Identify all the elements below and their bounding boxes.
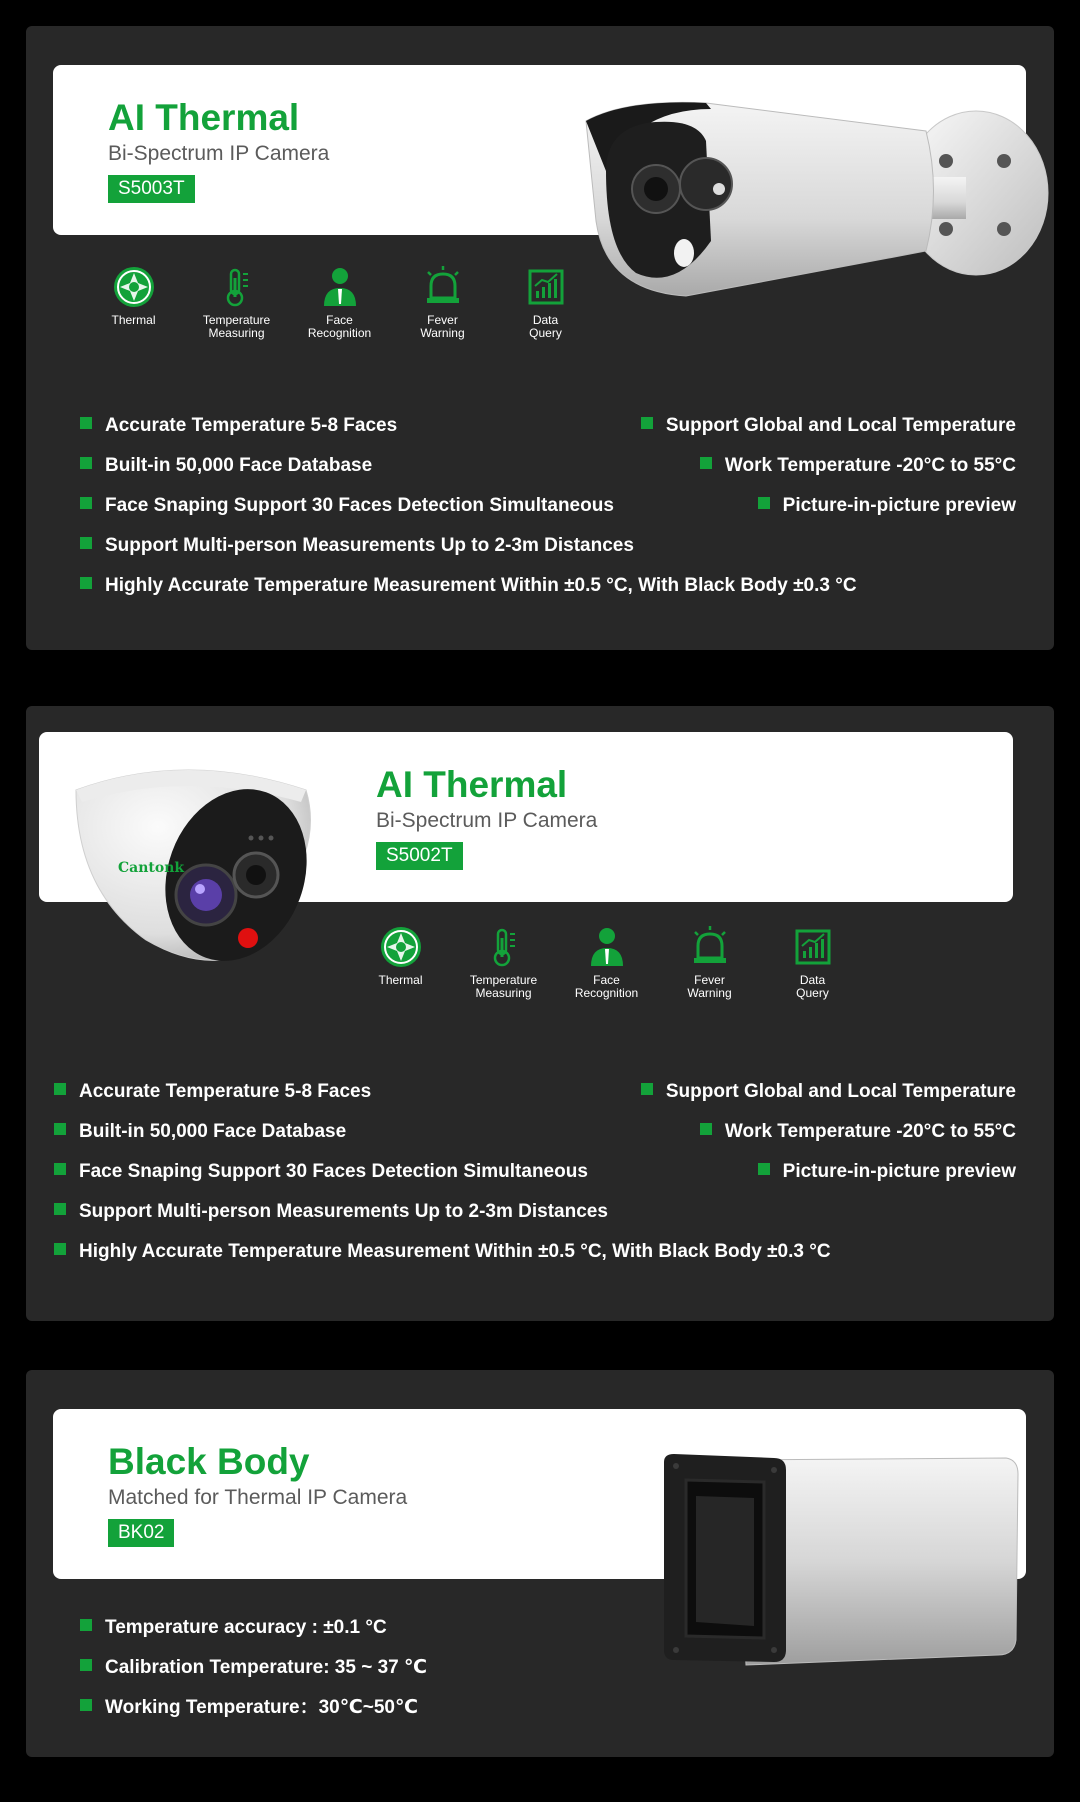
- bullet-square-icon: [54, 1203, 66, 1215]
- icon-item-fever: [391, 264, 494, 340]
- bullet-square-icon: [80, 537, 92, 549]
- feature-item: Work Temperature -20°C to 55°C: [700, 1121, 1016, 1143]
- thermometer-icon: [214, 264, 260, 310]
- bullet-square-icon: [54, 1083, 66, 1095]
- feature-item: Temperature accuracy : ±0.1 °C: [80, 1617, 387, 1639]
- product-title: AI Thermal: [108, 97, 300, 138]
- icon-item-fever: [658, 924, 761, 1000]
- bullet-square-icon: [80, 1699, 92, 1711]
- feature-item: Support Multi-person Measurements Up to 2-3m Distances: [54, 1201, 608, 1223]
- feature-item: Picture-in-picture preview: [758, 495, 1016, 517]
- icon-label: Face Recognition: [574, 973, 639, 1000]
- feature-item: Working Temperature：30℃~50℃: [80, 1697, 418, 1719]
- bullet-square-icon: [54, 1123, 66, 1135]
- product-panel-bk02: [26, 1370, 1054, 1757]
- bullet-square-icon: [54, 1163, 66, 1175]
- icon-label: Data Query: [796, 973, 829, 1000]
- icon-item-thermal: [349, 924, 452, 1000]
- bullet-square-icon: [700, 457, 712, 469]
- chart-icon: [523, 264, 569, 310]
- icon-label: Fever Warning: [687, 973, 732, 1000]
- product-panel-s5002t: [26, 706, 1054, 1321]
- product-subtitle: Matched for Thermal IP Camera: [108, 1486, 408, 1509]
- feature-item: Highly Accurate Temperature Measurement Within ±0.5 °C, With Black Body ±0.3 °C: [80, 575, 857, 597]
- feature-item: Support Global and Local Temperature: [641, 1081, 1016, 1103]
- feature-item: Support Multi-person Measurements Up to 2-3m Distances: [80, 535, 634, 557]
- bullet-square-icon: [641, 1083, 653, 1095]
- feature-item: Picture-in-picture preview: [758, 1161, 1016, 1183]
- dome-camera-image: [56, 760, 346, 1000]
- icon-label: Face Recognition: [307, 313, 372, 340]
- icon-item-temperature: [452, 924, 555, 1000]
- product-title: Black Body: [108, 1441, 310, 1482]
- icon-item-data: [761, 924, 864, 1000]
- icon-item-temperature: [185, 264, 288, 340]
- model-badge: S5002T: [376, 842, 463, 870]
- product-subtitle: Bi-Spectrum IP Camera: [108, 142, 330, 165]
- bullet-square-icon: [641, 417, 653, 429]
- icon-label: Thermal: [378, 973, 423, 987]
- icon-label: Thermal: [111, 313, 156, 327]
- bullet-square-icon: [80, 457, 92, 469]
- model-badge: BK02: [108, 1519, 174, 1547]
- chart-icon: [790, 924, 836, 970]
- icon-label: Temperature Measuring: [202, 313, 271, 340]
- bullet-square-icon: [80, 577, 92, 589]
- feature-item: Built-in 50,000 Face Database: [54, 1121, 346, 1143]
- thermometer-icon: [481, 924, 527, 970]
- bullet-square-icon: [758, 1163, 770, 1175]
- alarm-icon: [687, 924, 733, 970]
- icon-item-thermal: [82, 264, 185, 340]
- feature-item: Support Global and Local Temperature: [641, 415, 1016, 437]
- product-panel-s5003t: [26, 26, 1054, 650]
- product-subtitle: Bi-Spectrum IP Camera: [376, 809, 598, 832]
- bullet-square-icon: [80, 417, 92, 429]
- bullet-camera-image: [556, 101, 1054, 351]
- feature-item: Face Snaping Support 30 Faces Detection Simultaneous: [54, 1161, 588, 1183]
- feature-icon-row: [82, 264, 597, 340]
- feature-item: Accurate Temperature 5-8 Faces: [80, 415, 397, 437]
- icon-label: Temperature Measuring: [469, 973, 538, 1000]
- person-icon: [584, 924, 630, 970]
- model-badge: S5003T: [108, 175, 195, 203]
- icon-item-face: [555, 924, 658, 1000]
- icon-label: Fever Warning: [420, 313, 465, 340]
- bullet-square-icon: [80, 1659, 92, 1671]
- thermal-icon: [111, 264, 157, 310]
- product-title: AI Thermal: [376, 764, 568, 805]
- alarm-icon: [420, 264, 466, 310]
- feature-item: Work Temperature -20°C to 55°C: [700, 455, 1016, 477]
- feature-icon-row: [349, 924, 864, 1000]
- icon-label: Data Query: [529, 313, 562, 340]
- feature-item: Calibration Temperature: 35 ~ 37 ℃: [80, 1657, 427, 1679]
- brand-logo: Cantonk: [118, 860, 185, 876]
- icon-item-face: [288, 264, 391, 340]
- bullet-square-icon: [54, 1243, 66, 1255]
- feature-item: Built-in 50,000 Face Database: [80, 455, 372, 477]
- feature-item: Highly Accurate Temperature Measurement Within ±0.5 °C, With Black Body ±0.3 °C: [54, 1241, 831, 1263]
- bullet-square-icon: [700, 1123, 712, 1135]
- feature-item: Face Snaping Support 30 Faces Detection Simultaneous: [80, 495, 614, 517]
- icon-item-data: [494, 264, 597, 340]
- person-icon: [317, 264, 363, 310]
- bullet-square-icon: [80, 497, 92, 509]
- bullet-square-icon: [758, 497, 770, 509]
- feature-item: Accurate Temperature 5-8 Faces: [54, 1081, 371, 1103]
- thermal-icon: [378, 924, 424, 970]
- black-body-device-image: [656, 1450, 1036, 1675]
- bullet-square-icon: [80, 1619, 92, 1631]
